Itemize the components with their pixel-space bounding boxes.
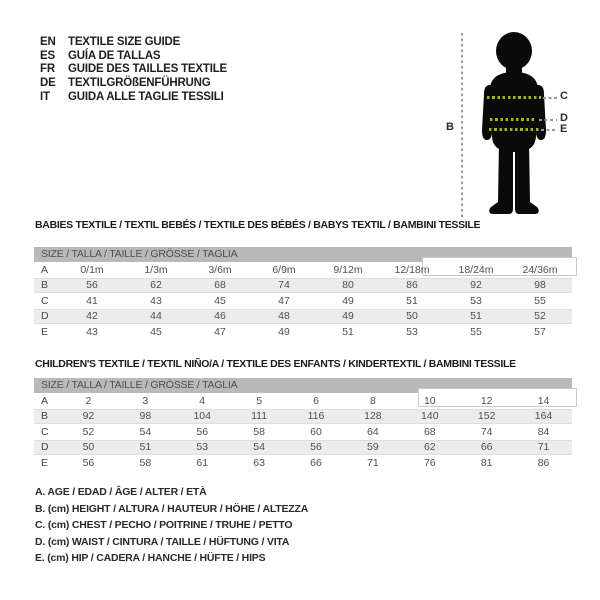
size-value-cell (231, 410, 288, 422)
size-value-cell (401, 457, 458, 469)
legend-item-text: A. AGE / EDAD / ÂGE / ALTER / ETÀ (35, 486, 207, 498)
size-value-cell-text: 56 (310, 441, 322, 454)
size-value-cell (117, 395, 174, 407)
language-code (40, 63, 68, 75)
size-value-cell-text: 58 (139, 456, 152, 469)
legend-item (35, 517, 308, 534)
size-value-cell (60, 457, 117, 469)
size-value-cell (231, 441, 288, 453)
height-dotted-line (461, 33, 463, 217)
size-value-cell (60, 310, 124, 322)
language-code-text: IT (40, 91, 50, 104)
size-value-cell-text: 54 (253, 441, 265, 454)
babies-size-table (34, 247, 572, 340)
size-value-cell-text: 43 (150, 294, 162, 307)
language-code-text: ES (40, 49, 55, 62)
size-value-cell (124, 264, 188, 276)
size-value-cell-text: 50 (406, 310, 418, 323)
size-value-cell (174, 395, 231, 407)
size-value-cell-text: 66 (310, 456, 322, 469)
size-value-cell-text: 84 (537, 425, 550, 438)
size-value-cell-text: 0/1m (80, 263, 104, 276)
size-value-cell (252, 295, 316, 307)
size-value-cell-text: 86 (537, 456, 550, 469)
language-title (68, 91, 224, 103)
size-value-cell-text: 57 (534, 325, 546, 338)
size-value-cell (60, 326, 124, 338)
size-value-cell (444, 310, 508, 322)
size-value-cell-text: 3/6m (208, 263, 232, 276)
height-label: B (446, 121, 454, 133)
language-row (40, 63, 227, 77)
size-value-cell (380, 279, 444, 291)
table-row (34, 293, 572, 309)
language-code (40, 36, 68, 48)
row-letter-text: B (41, 410, 49, 423)
size-value-cell-text: 71 (537, 441, 550, 454)
size-value-cell (344, 457, 401, 469)
size-value-cell-text: 80 (342, 279, 354, 292)
language-list (40, 35, 227, 104)
size-value-cell (117, 457, 174, 469)
legend-item (35, 484, 308, 501)
table-row (34, 455, 572, 471)
size-value-cell (458, 426, 515, 438)
size-value-cell (288, 395, 345, 407)
size-value-cell (174, 426, 231, 438)
row-letter-text: A (41, 263, 49, 276)
size-value-cell-text: 49 (278, 325, 290, 338)
size-value-cell (188, 264, 252, 276)
size-value-cell (60, 279, 124, 291)
table-row (34, 393, 572, 409)
size-value-cell-text: 47 (214, 325, 226, 338)
legend-item (35, 534, 308, 551)
row-letter (34, 441, 60, 453)
row-letter-text: A (41, 394, 49, 407)
size-value-cell-text: 86 (406, 279, 418, 292)
size-value-cell-text: 74 (278, 279, 290, 292)
size-value-cell-text: 51 (406, 294, 418, 307)
size-value-cell-text: 48 (278, 310, 290, 323)
size-value-cell-text: 68 (423, 425, 436, 438)
size-value-cell-text: 55 (534, 294, 546, 307)
language-title (68, 77, 211, 89)
size-value-cell (124, 310, 188, 322)
size-value-cell (444, 326, 508, 338)
size-value-cell-text: 1/3m (144, 263, 168, 276)
size-value-cell (124, 279, 188, 291)
table-row (34, 262, 572, 278)
size-value-cell-text: 18/24m (458, 263, 494, 276)
hip-label: E (560, 123, 568, 135)
size-value-cell-text: 140 (421, 410, 439, 423)
size-value-cell (344, 441, 401, 453)
size-value-cell (60, 426, 117, 438)
row-letter (34, 326, 60, 338)
row-letter (34, 395, 60, 407)
size-value-cell-text: 41 (86, 294, 98, 307)
size-value-cell (515, 457, 572, 469)
size-value-cell-text: 52 (82, 425, 95, 438)
size-value-cell-text: 62 (150, 279, 162, 292)
size-value-cell (252, 279, 316, 291)
size-value-cell (60, 295, 124, 307)
size-value-cell-text: 68 (214, 279, 226, 292)
size-value-cell-text: 55 (470, 325, 482, 338)
size-value-cell-text: 43 (86, 325, 98, 338)
size-value-cell (60, 410, 117, 422)
language-title-text: TEXTILGRÖßENFÜHRUNG (68, 77, 211, 90)
babies-table-title: BABIES TEXTILE / TEXTIL BEBÉS / TEXTILE DES BÉBÉS / BABYS TEXTIL / BAMBINI TESSILE (35, 219, 481, 231)
size-value-cell-text: 5 (256, 394, 263, 407)
size-value-cell-text: 12/18m (394, 263, 430, 276)
size-value-cell-text: 63 (253, 456, 265, 469)
size-value-cell-text: 98 (534, 279, 546, 292)
size-value-cell (344, 395, 401, 407)
row-letter-text: E (41, 325, 49, 338)
language-title-text: GUIDA ALLE TAGLIE TESSILI (68, 91, 224, 104)
table-row (34, 324, 572, 340)
chest-guide-dash (543, 97, 557, 99)
chest-measure-line (487, 96, 541, 99)
size-value-cell-text: 54 (139, 425, 152, 438)
size-value-cell-text: 3 (142, 394, 149, 407)
size-value-cell (316, 264, 380, 276)
size-value-cell-text: 6/9m (272, 263, 296, 276)
legend-item (35, 501, 308, 518)
size-value-cell (188, 279, 252, 291)
size-value-cell (124, 295, 188, 307)
size-value-cell (316, 310, 380, 322)
size-value-cell (174, 457, 231, 469)
size-value-cell (316, 326, 380, 338)
size-value-cell (252, 310, 316, 322)
chest-label: C (560, 90, 568, 102)
size-value-cell-text: 116 (307, 410, 325, 423)
size-value-cell-text: 45 (214, 294, 226, 307)
size-value-cell-text: 56 (196, 425, 209, 438)
hip-guide-dash (541, 129, 557, 131)
size-value-cell-text: 47 (278, 294, 290, 307)
language-row (40, 76, 227, 90)
size-value-cell (117, 441, 174, 453)
child-silhouette-image (478, 30, 550, 218)
row-letter-text: E (41, 456, 49, 469)
size-value-cell-text: 51 (470, 310, 482, 323)
size-value-cell-text: 164 (534, 410, 553, 423)
size-value-cell (174, 410, 231, 422)
size-value-cell-text: 6 (313, 394, 319, 407)
size-value-cell (188, 310, 252, 322)
size-value-cell-text: 76 (423, 456, 436, 469)
size-value-cell (288, 457, 345, 469)
size-value-cell-text: 24/36m (522, 263, 558, 276)
language-title-text: GUIDE DES TAILLES TEXTILE (68, 63, 227, 76)
row-letter (34, 457, 60, 469)
row-letter (34, 310, 60, 322)
row-letter-text: C (41, 425, 49, 438)
language-title (68, 36, 180, 48)
size-value-cell-text: 49 (342, 310, 354, 323)
size-value-cell-text: 56 (82, 456, 95, 469)
size-value-cell (316, 279, 380, 291)
size-value-cell-text: 152 (477, 410, 496, 423)
size-value-cell (515, 410, 572, 422)
size-value-cell-text: 128 (364, 410, 382, 423)
size-value-cell-text: 60 (310, 425, 322, 438)
language-title (68, 63, 227, 75)
language-code (40, 50, 68, 62)
language-code-text: EN (40, 35, 56, 48)
table-row (34, 309, 572, 325)
language-code-text: DE (40, 77, 56, 90)
size-value-cell (344, 410, 401, 422)
language-title (68, 50, 160, 62)
size-value-cell-text: 59 (367, 441, 379, 454)
size-value-cell-text: 111 (251, 410, 268, 423)
language-row (40, 49, 227, 63)
size-value-cell (515, 426, 572, 438)
size-value-cell (380, 326, 444, 338)
size-value-cell (458, 410, 515, 422)
size-value-cell (60, 264, 124, 276)
size-value-cell-text: 71 (367, 456, 379, 469)
size-value-cell (401, 426, 458, 438)
waist-label: D (560, 112, 568, 124)
legend-item-text: C. (cm) CHEST / PECHO / POITRINE / TRUHE / PETTO (35, 519, 293, 532)
size-value-cell (316, 295, 380, 307)
size-value-cell-text: 74 (480, 425, 493, 438)
size-value-cell-text: 53 (406, 325, 418, 338)
row-letter (34, 279, 60, 291)
size-value-cell (124, 326, 188, 338)
size-value-cell-text: 51 (139, 441, 152, 454)
row-letter-text: D (41, 441, 49, 454)
size-value-cell-text: 9/12m (333, 263, 363, 276)
table-row (34, 409, 572, 425)
size-value-cell-text: 2 (85, 394, 92, 407)
size-value-cell (515, 441, 572, 453)
row-letter-text: B (41, 279, 49, 292)
table-size-header-text: SIZE / TALLA / TAILLE / GRÖSSE / TAGLIA (41, 248, 238, 260)
row-letter-text: D (41, 310, 49, 323)
size-value-cell-text: 12 (480, 394, 493, 407)
language-row (40, 35, 227, 49)
language-code-text: FR (40, 63, 55, 76)
size-value-cell-text: 53 (196, 441, 209, 454)
row-letter (34, 264, 60, 276)
size-value-cell-text: 45 (150, 325, 162, 338)
size-value-cell-text: 42 (86, 310, 98, 323)
size-value-cell (401, 410, 458, 422)
table-row (34, 440, 572, 456)
legend-item-text: D. (cm) WAIST / CINTURA / TAILLE / HÜFTUNG / VITA (35, 535, 290, 548)
size-value-cell-text: 62 (423, 441, 436, 454)
size-value-cell (401, 441, 458, 453)
size-value-cell-text: 51 (342, 325, 354, 338)
size-value-cell-text: 10 (423, 394, 436, 407)
size-value-cell-text: 61 (196, 456, 209, 469)
size-value-cell (60, 395, 117, 407)
size-value-cell (252, 326, 316, 338)
size-value-cell-text: 56 (86, 279, 98, 292)
table-row (34, 424, 572, 440)
size-value-cell (288, 426, 345, 438)
row-letter (34, 295, 60, 307)
hip-measure-line (489, 128, 539, 131)
waist-guide-dash (539, 119, 557, 121)
size-value-cell (444, 295, 508, 307)
size-value-cell (231, 426, 288, 438)
size-value-cell-text: 49 (342, 294, 354, 307)
size-value-cell-text: 46 (214, 310, 226, 323)
size-value-cell (380, 310, 444, 322)
size-value-cell (117, 410, 174, 422)
children-size-table (34, 378, 572, 471)
measurement-legend (35, 484, 308, 567)
size-value-cell-text: 4 (199, 394, 206, 407)
size-value-cell-text: 81 (480, 456, 493, 469)
size-value-cell-text: 92 (470, 279, 482, 292)
size-value-cell (344, 426, 401, 438)
size-value-cell-text: 14 (537, 394, 550, 407)
size-value-cell-text: 92 (82, 410, 95, 423)
size-value-cell (508, 279, 572, 291)
size-value-cell-text: 98 (139, 410, 152, 423)
language-title-text: GUÍA DE TALLAS (68, 49, 161, 62)
size-value-cell-text: 53 (470, 294, 482, 307)
size-value-cell (288, 410, 345, 422)
row-letter-text: C (41, 294, 49, 307)
size-value-cell (60, 441, 117, 453)
language-row (40, 90, 227, 104)
legend-item-text: B. (cm) HEIGHT / ALTURA / HAUTEUR / HÖHE / ALTEZZA (35, 502, 309, 515)
size-value-cell-text: 8 (369, 394, 376, 407)
size-value-cell (231, 395, 288, 407)
size-value-cell-text: 104 (193, 410, 211, 423)
children-table-title: CHILDREN'S TEXTILE / TEXTIL NIÑO/A / TEXTILE DES ENFANTS / KINDERTEXTIL / BAMBINI TESSILE (35, 358, 516, 370)
size-value-cell (380, 295, 444, 307)
language-title-text: TEXTILE SIZE GUIDE (68, 35, 181, 48)
table-row (34, 278, 572, 294)
language-code (40, 91, 68, 103)
size-value-cell (231, 457, 288, 469)
table-size-header-text: SIZE / TALLA / TAILLE / GRÖSSE / TAGLIA (41, 379, 238, 391)
size-value-cell (508, 310, 572, 322)
size-value-cell-text: 58 (253, 425, 265, 438)
size-value-cell (188, 295, 252, 307)
size-value-cell (188, 326, 252, 338)
size-value-cell-text: 52 (534, 310, 546, 323)
size-value-cell (458, 457, 515, 469)
legend-item (35, 550, 308, 567)
size-value-cell (508, 295, 572, 307)
size-value-cell-text: 50 (82, 441, 95, 454)
language-code (40, 77, 68, 89)
size-value-cell (117, 426, 174, 438)
size-value-cell-text: 64 (367, 425, 379, 438)
size-highlight-box (418, 388, 577, 407)
row-letter (34, 410, 60, 422)
waist-measure-line (490, 118, 537, 121)
size-value-cell (508, 326, 572, 338)
size-value-cell (458, 441, 515, 453)
row-letter (34, 426, 60, 438)
size-value-cell (288, 441, 345, 453)
size-value-cell (252, 264, 316, 276)
size-value-cell (444, 279, 508, 291)
size-value-cell-text: 44 (150, 310, 162, 323)
legend-item-text: E. (cm) HIP / CADERA / HANCHE / HÜFTE / HIPS (35, 552, 266, 565)
size-value-cell (174, 441, 231, 453)
size-value-cell-text: 66 (480, 441, 493, 454)
